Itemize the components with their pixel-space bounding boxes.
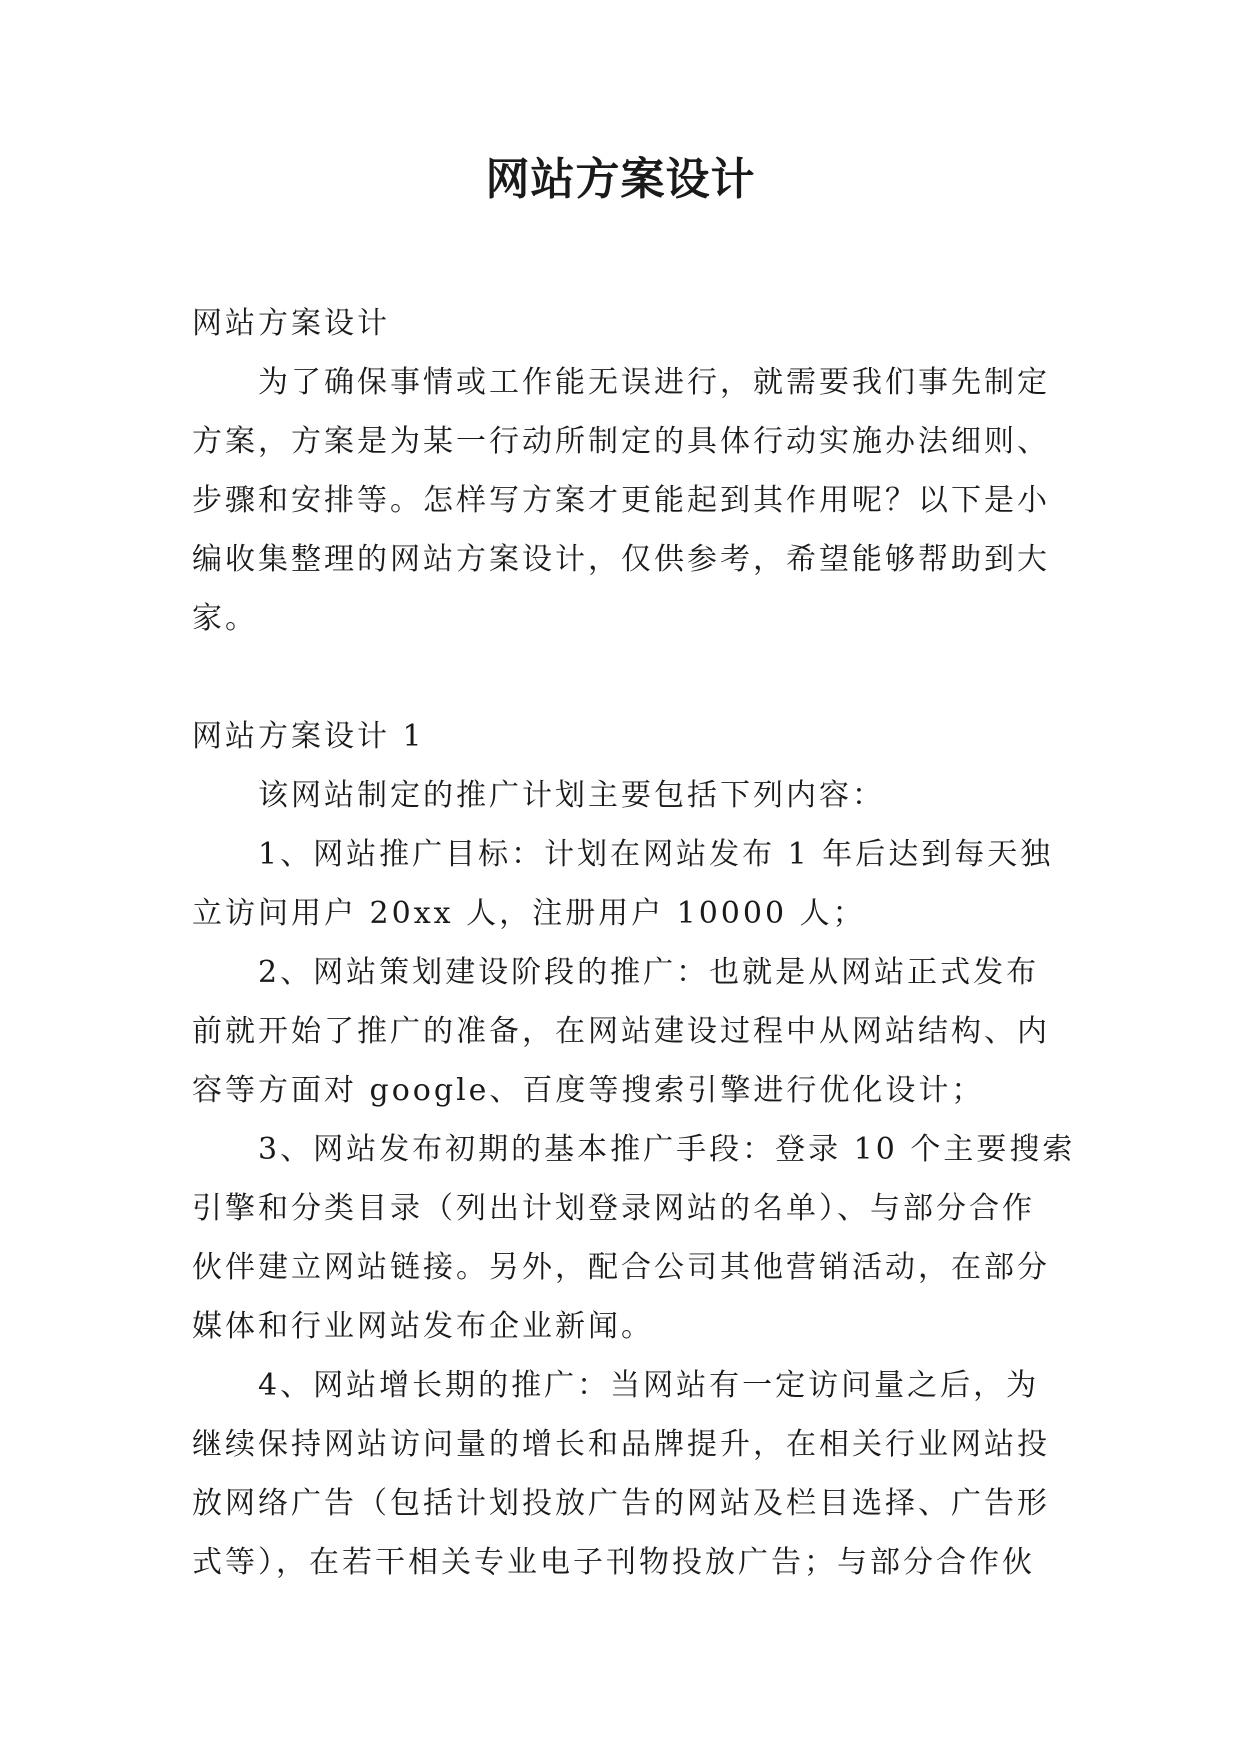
paragraph-line: 式等），在若干相关专业电子刊物投放广告；与部分合作伙: [192, 1545, 1035, 1580]
paragraph-line: 1、网站推广目标：计划在网站发布 1 年后达到每天独: [258, 837, 1054, 872]
document-title: 网站方案设计: [485, 154, 756, 205]
paragraph-line: 容等方面对 google、百度等搜索引擎进行优化设计；: [192, 1073, 985, 1108]
document-body: [192, 294, 1076, 1592]
paragraph-line: 该网站制定的推广计划主要包括下列内容：: [258, 778, 885, 813]
paragraph-line: 立访问用户 20xx 人，注册用户 10000 人；: [192, 896, 866, 931]
paragraph-line: 前就开始了推广的准备，在网站建设过程中从网站结构、内: [192, 1014, 1050, 1049]
paragraph-line: 家。: [192, 601, 258, 636]
paragraph-line: 4、网站增长期的推广：当网站有一定访问量之后，为: [258, 1368, 1040, 1403]
section-heading: 网站方案设计 1: [192, 719, 425, 754]
paragraph-line: 媒体和行业网站发布企业新闻。: [192, 1309, 654, 1344]
paragraph-line: 3、网站发布初期的基本推广手段：登录 10 个主要搜索: [258, 1132, 1076, 1167]
paragraph-line: 2、网站策划建设阶段的推广：也就是从网站正式发布: [258, 955, 1040, 990]
paragraph-line: 步骤和安排等。怎样写方案才更能起到其作用呢？以下是小: [192, 483, 1050, 518]
paragraph-gap: [192, 648, 1052, 707]
paragraph-line: 编收集整理的网站方案设计，仅供参考，希望能够帮助到大: [192, 542, 1050, 577]
paragraph-line: 方案，方案是为某一行动所制定的具体行动实施办法细则、: [192, 424, 1050, 459]
paragraph-line: 放网络广告（包括计划投放广告的网站及栏目选择、广告形: [192, 1486, 1050, 1521]
paragraph-line: 为了确保事情或工作能无误进行，就需要我们事先制定: [258, 365, 1050, 400]
paragraph-line: 继续保持网站访问量的增长和品牌提升，在相关行业网站投: [192, 1427, 1050, 1462]
paragraph-line: 伙伴建立网站链接。另外，配合公司其他营销活动，在部分: [192, 1250, 1050, 1285]
section-heading: 网站方案设计: [192, 306, 390, 341]
paragraph-line: 引擎和分类目录（列出计划登录网站的名单）、与部分合作: [192, 1191, 1035, 1226]
